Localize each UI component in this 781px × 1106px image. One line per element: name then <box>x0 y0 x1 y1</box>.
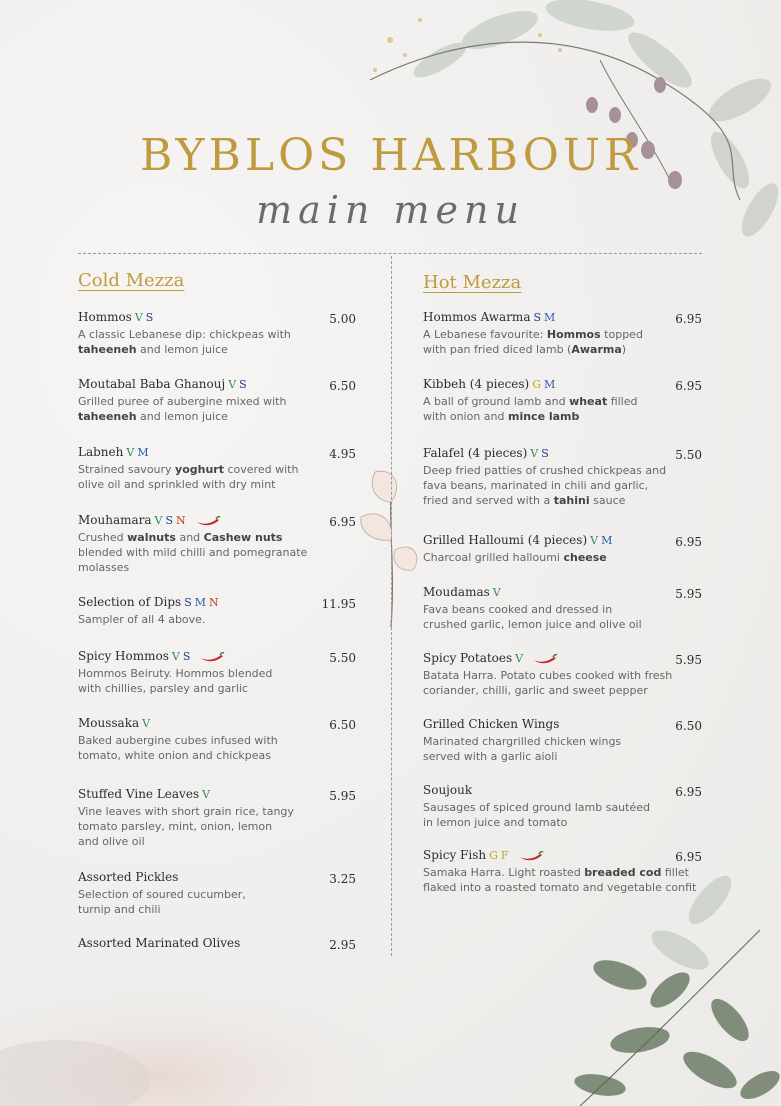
horizontal-divider <box>78 253 702 254</box>
menu-item <box>78 649 272 696</box>
item-description <box>78 327 291 357</box>
menu-item <box>423 783 650 830</box>
item-description <box>78 804 294 849</box>
menu-item <box>423 310 643 357</box>
dietary-tags <box>135 311 157 324</box>
menu-item <box>423 651 672 698</box>
item-name-line <box>423 717 621 731</box>
menu-item <box>78 377 286 424</box>
item-name: Moutabal Baba Ghanouj <box>78 377 226 391</box>
item-name-line <box>423 446 666 460</box>
dietary-tags <box>172 650 194 663</box>
description-line: A Lebanese favourite: Hommos topped <box>423 328 643 341</box>
dietary-tags <box>228 378 250 391</box>
item-name-line <box>423 783 650 797</box>
description-line: Samaka Harra. Light roasted breaded cod fillet <box>423 866 689 879</box>
item-price: 5.95 <box>675 653 702 667</box>
restaurant-title: BYBLOS HARBOUR <box>139 130 642 181</box>
description-line: with pan fried diced lamb (Awarma) <box>423 343 627 356</box>
dietary-tags <box>493 586 504 599</box>
item-description <box>78 887 246 917</box>
menu-item <box>78 716 278 763</box>
item-name-line <box>78 649 272 663</box>
dietary-tags <box>532 378 558 391</box>
dietary-tag: M <box>544 378 556 391</box>
dietary-tags <box>142 717 153 730</box>
item-name-line <box>78 310 291 324</box>
description-line: flaked into a roasted tomato and vegetable confit <box>423 881 697 894</box>
description-line: Sausages of spiced ground lamb sautéed <box>423 801 650 814</box>
item-name-line <box>423 585 642 599</box>
item-description <box>78 612 222 627</box>
item-description <box>423 734 621 764</box>
item-price: 3.25 <box>329 872 356 886</box>
item-name-line <box>78 377 286 391</box>
dietary-tags <box>184 596 221 609</box>
menu-item <box>78 310 291 357</box>
dietary-tag: S <box>145 311 154 324</box>
item-name-line <box>423 533 615 547</box>
description-line: taheeneh and lemon juice <box>78 343 228 356</box>
item-name: Selection of Dips <box>78 595 182 609</box>
description-line: Batata Harra. Potato cubes cooked with fresh <box>423 669 673 682</box>
hot-mezza-heading: Hot Mezza <box>423 272 522 293</box>
dietary-tag: S <box>239 378 247 391</box>
dietary-tag: V <box>492 586 501 599</box>
description-line: with onion and mince lamb <box>423 410 580 423</box>
dietary-tag: N <box>209 596 219 609</box>
item-description <box>78 394 286 424</box>
dietary-tag: M <box>601 534 613 547</box>
dietary-tags <box>126 446 151 459</box>
menu-item <box>423 533 615 565</box>
description-line: Deep fried patties of crushed chickpeas and <box>423 464 667 477</box>
item-price: 6.95 <box>675 850 702 864</box>
menu-item <box>78 595 222 627</box>
dietary-tags <box>533 311 558 324</box>
dietary-tag: G <box>532 378 542 391</box>
description-line: tomato, white onion and chickpeas <box>78 749 271 762</box>
item-price: 6.95 <box>675 785 702 799</box>
dietary-tag: S <box>184 596 192 609</box>
item-name: Grilled Halloumi (4 pieces) <box>423 533 588 547</box>
dietary-tag: M <box>137 446 149 459</box>
item-price: 6.50 <box>329 718 356 732</box>
description-line: molasses <box>78 561 130 574</box>
item-name-line <box>423 651 672 665</box>
item-name: Assorted Marinated Olives <box>78 936 241 950</box>
item-price: 6.95 <box>329 515 356 529</box>
item-name: Hommos <box>78 310 132 324</box>
dietary-tag: V <box>515 652 524 665</box>
item-name: Spicy Fish <box>423 848 487 862</box>
dietary-tag: S <box>533 311 542 324</box>
dietary-tag: V <box>134 311 143 324</box>
description-line: A classic Lebanese dip: chickpeas with <box>78 328 291 341</box>
description-line: Fava beans cooked and dressed in <box>423 603 613 616</box>
item-name: Moussaka <box>78 716 140 730</box>
description-line: Crushed walnuts and Cashew nuts <box>78 531 283 544</box>
item-description <box>423 865 696 895</box>
column-divider <box>391 256 392 956</box>
item-description <box>423 463 666 508</box>
description-line: blended with mild chilli and pomegranate <box>78 546 308 559</box>
leaf-cluster-bottom-icon <box>560 870 781 1106</box>
dietary-tag: V <box>530 447 539 460</box>
item-description <box>78 530 307 575</box>
item-price: 6.95 <box>675 535 702 549</box>
dietary-tags <box>489 849 511 862</box>
dietary-tags <box>590 534 615 547</box>
item-price: 5.00 <box>329 312 356 326</box>
menu-subtitle: main menu <box>256 188 525 232</box>
description-line: tomato parsley, mint, onion, lemon <box>78 820 273 833</box>
item-description <box>423 550 615 565</box>
item-name: Soujouk <box>423 783 473 797</box>
dietary-tags <box>155 514 189 527</box>
item-description <box>78 733 278 763</box>
dietary-tag: S <box>182 650 191 663</box>
item-price: 2.95 <box>329 938 356 952</box>
dietary-tags <box>202 788 213 801</box>
menu-item <box>423 848 696 895</box>
item-name-line <box>78 513 307 527</box>
menu-item <box>78 787 294 849</box>
menu-item <box>78 445 298 492</box>
item-description <box>423 800 650 830</box>
watercolor-wash-icon <box>0 950 400 1106</box>
item-price: 6.95 <box>675 379 702 393</box>
item-description <box>423 668 672 698</box>
description-line: served with a garlic aioli <box>423 750 558 763</box>
dietary-tag: S <box>165 514 174 527</box>
item-name: Spicy Potatoes <box>423 651 513 665</box>
dietary-tags <box>515 652 526 665</box>
item-description <box>78 462 298 492</box>
dietary-tag: V <box>202 788 211 801</box>
description-line: turnip and chili <box>78 903 161 916</box>
item-name-line <box>78 936 240 950</box>
description-line: and olive oil <box>78 835 145 848</box>
dietary-tag: V <box>126 446 135 459</box>
dietary-tag: V <box>142 717 151 730</box>
description-line: coriander, chilli, garlic and sweet pepper <box>423 684 648 697</box>
item-name: Hommos Awarma <box>423 310 531 324</box>
item-price: 6.50 <box>329 379 356 393</box>
chili-pepper-icon <box>195 516 221 526</box>
description-line: taheeneh and lemon juice <box>78 410 228 423</box>
item-name-line <box>78 787 294 801</box>
item-price: 6.50 <box>675 719 702 733</box>
dietary-tag: S <box>541 447 549 460</box>
description-line: fried and served with a tahini sauce <box>423 494 626 507</box>
dietary-tag: V <box>228 378 237 391</box>
description-line: fava beans, marinated in chili and garlic, <box>423 479 649 492</box>
item-name: Spicy Hommos <box>78 649 169 663</box>
dietary-tag: N <box>176 514 186 527</box>
description-line: olive oil and sprinkled with dry mint <box>78 478 276 491</box>
dietary-tag: V <box>154 514 163 527</box>
description-line: Hommos Beiruty. Hommos blended <box>78 667 273 680</box>
item-name-line <box>423 848 696 862</box>
menu-item <box>423 585 642 632</box>
dietary-tag: M <box>194 596 207 609</box>
item-price: 6.95 <box>675 312 702 326</box>
item-description <box>423 327 643 357</box>
dietary-tags <box>530 447 552 460</box>
description-line: Selection of soured cucumber, <box>78 888 246 901</box>
menu-item <box>78 513 307 575</box>
description-line: crushed garlic, lemon juice and olive oil <box>423 618 642 631</box>
dietary-tag: V <box>171 650 180 663</box>
description-line: A ball of ground lamb and wheat filled <box>423 395 638 408</box>
description-line: Grilled puree of aubergine mixed with <box>78 395 287 408</box>
item-name-line <box>423 310 643 324</box>
item-description <box>78 666 272 696</box>
item-name-line <box>78 445 298 459</box>
dietary-tag: V <box>590 534 599 547</box>
item-price: 5.50 <box>329 651 356 665</box>
description-line: Vine leaves with short grain rice, tangy <box>78 805 294 818</box>
menu-item <box>78 870 246 917</box>
menu-item <box>423 446 666 508</box>
item-name-line <box>423 377 638 391</box>
menu-item <box>423 377 638 424</box>
item-price: 11.95 <box>321 597 356 611</box>
chili-pepper-icon <box>532 654 558 664</box>
item-name-line <box>78 870 246 884</box>
item-name: Assorted Pickles <box>78 870 179 884</box>
description-line: Sampler of all 4 above. <box>78 613 206 626</box>
dietary-tag: M <box>544 311 556 324</box>
chili-pepper-icon <box>199 652 225 662</box>
item-name-line <box>78 595 222 609</box>
dietary-tag: G <box>489 849 498 862</box>
menu-item <box>423 717 621 764</box>
description-line: with chillies, parsley and garlic <box>78 682 248 695</box>
item-name: Grilled Chicken Wings <box>423 717 560 731</box>
item-description <box>423 602 642 632</box>
item-description <box>423 394 638 424</box>
description-line: Marinated chargrilled chicken wings <box>423 735 622 748</box>
item-name-line <box>78 716 278 730</box>
item-price: 4.95 <box>329 447 356 461</box>
item-name: Falafel (4 pieces) <box>423 446 528 460</box>
item-name: Kibbeh (4 pieces) <box>423 377 530 391</box>
menu-item <box>78 936 240 950</box>
dietary-tag: F <box>500 849 509 862</box>
description-line: Charcoal grilled halloumi cheese <box>423 551 607 564</box>
anthurium-flower-icon <box>355 462 425 632</box>
description-line: Strained savoury yoghurt covered with <box>78 463 299 476</box>
description-line: in lemon juice and tomato <box>423 816 568 829</box>
item-name: Moudamas <box>423 585 490 599</box>
item-price: 5.50 <box>675 448 702 462</box>
description-line: Baked aubergine cubes infused with <box>78 734 278 747</box>
chili-pepper-icon <box>518 851 544 861</box>
item-name: Labneh <box>78 445 124 459</box>
item-price: 5.95 <box>329 789 356 803</box>
item-name: Stuffed Vine Leaves <box>78 787 200 801</box>
item-price: 5.95 <box>675 587 702 601</box>
item-name: Mouhamara <box>78 513 152 527</box>
cold-mezza-heading: Cold Mezza <box>78 270 185 291</box>
